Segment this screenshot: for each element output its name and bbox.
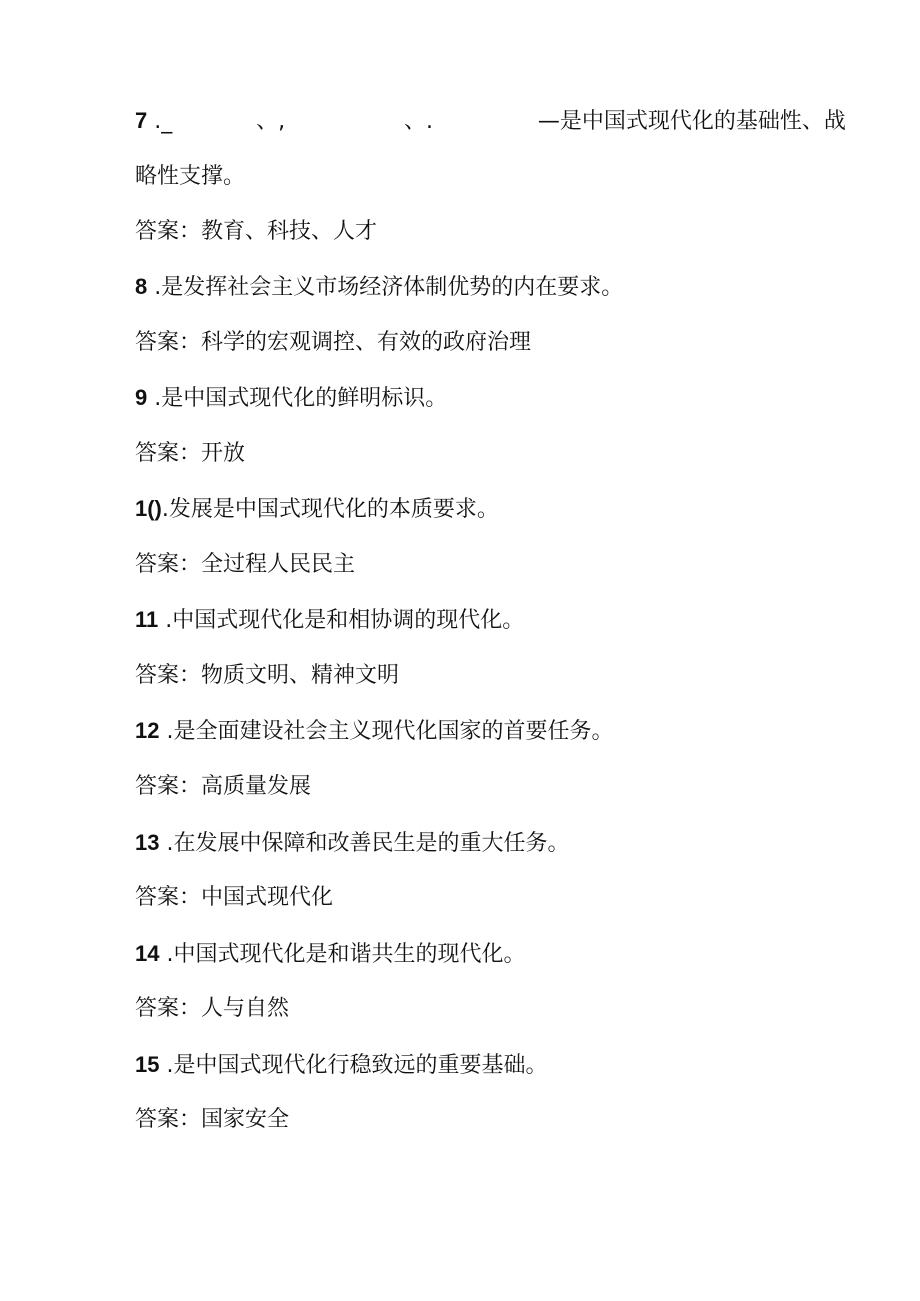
question-text: .发展是中国式现代化的本质要求。 [161, 497, 499, 522]
answer-9: 答案：开放 [135, 441, 246, 466]
answer-8: 答案：科学的宏观调控、有效的政府治理 [135, 330, 532, 355]
answer-12: 答案：高质量发展 [135, 774, 312, 799]
question-number: 1() [135, 496, 162, 521]
question-7-continuation: 略性支撑。 [135, 164, 246, 189]
question-text: .是全面建设社会主义现代化国家的首要任务。 [159, 719, 614, 744]
question-11 [135, 605, 524, 636]
question-12 [135, 716, 613, 747]
answer-11: 答案：物质文明、精神文明 [135, 663, 400, 688]
question-text: .中国式现代化是和谐共生的现代化。 [159, 942, 526, 967]
question-text: ._ 、, 、. —是中国式现代化的基础性、战 [147, 109, 846, 134]
answer-10: 答案：全过程人民民主 [135, 552, 356, 577]
question-7 [135, 106, 846, 137]
question-text: .是发挥社会主义市场经济体制优势的内在要求。 [147, 275, 624, 300]
question-number: 8 [135, 274, 148, 299]
question-number: 12 [135, 718, 160, 743]
question-text: .是中国式现代化行稳致远的重要基础。 [159, 1053, 548, 1078]
question-number: 11 [135, 607, 159, 632]
answer-7: 答案：教育、科技、人才 [135, 219, 378, 244]
question-text: .在发展中保障和改善民生是的重大任务。 [159, 831, 570, 856]
answer-14: 答案：人与自然 [135, 996, 290, 1021]
question-text: .中国式现代化是和相协调的现代化。 [158, 608, 525, 633]
answer-15: 答案：国家安全 [135, 1107, 290, 1132]
question-number: 13 [135, 830, 160, 855]
question-9 [135, 383, 447, 414]
question-number: 14 [135, 941, 160, 966]
question-number: 9 [135, 385, 148, 410]
question-10 [135, 494, 499, 525]
question-number: 15 [135, 1052, 160, 1077]
question-text: .是中国式现代化的鲜明标识。 [147, 386, 448, 411]
question-13 [135, 828, 569, 859]
question-15 [135, 1050, 547, 1081]
answer-13: 答案：中国式现代化 [135, 885, 334, 910]
question-14 [135, 939, 525, 970]
question-8 [135, 272, 623, 303]
question-number: 7 [135, 108, 148, 133]
